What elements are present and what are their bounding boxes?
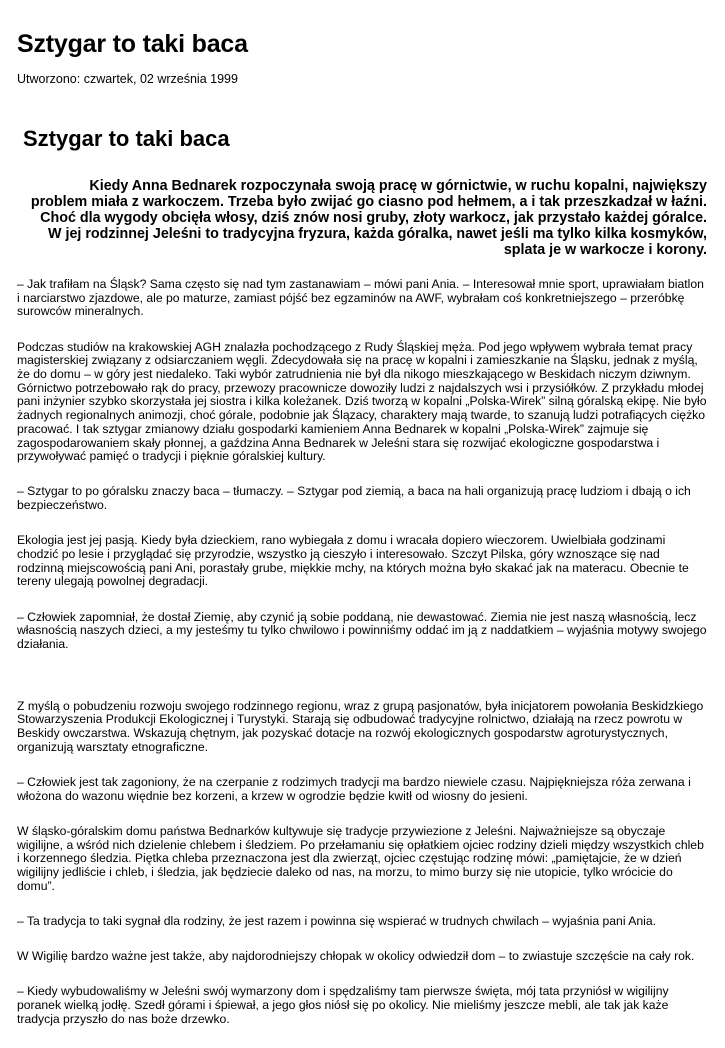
paragraph: Ekologia jest jej pasją. Kiedy była dzieckiem, rano wybiegała z domu i wracała dopiero wieczorem. Uwielbiała godzinami chodzić po lesie i przyglądać się przyrodzie, wszystko ją cieszyło i interesowało. Szczyt Pilska, góry wznoszące się nad rodzinną miejscowością pani Ani, porastały grube, miękkie mchy, na których można było skakać jak na materacu. Obecnie te tereny ulegają powolnej degradacji. <box>17 533 689 589</box>
created-date: Utworzono: czwartek, 02 września 1999 <box>17 72 238 86</box>
article-lead: Kiedy Anna Bednarek rozpoczynała swoją pracę w górnictwie, w ruchu kopalni, największy problem miała z warkoczem. Trzeba było zwijać go ciasno pod hełmem, a i tak przeszkadzał w łaźni. Choć dla wygody obcięła włosy, dziś znów nosi gruby, złoty warkocz, jak przystało każdej góralce. W jej rodzinnej Jeleśni to tradycyjna fryzura, każda góralka, nawet jeśli ma tylko kilka kosmyków, splata je w warkocze i korony. <box>30 178 707 259</box>
paragraph: Z myślą o pobudzeniu rozwoju swojego rodzinnego regionu, wraz z grupą pasjonatów, była inicjatorem powołania Beskidzkiego Stowarzyszenia Produkcji Ekologicznej i Turystyki. Starają się odbudować tradycyjne rolnictwo, działają na rzecz powrotu w Beskidy owczarstwa. Wskazują chętnym, jak pozyskać dotacje na rozwój ekologicznych gospodarstw agroturystycznych, organizują warsztaty etnograficzne. <box>17 698 704 754</box>
paragraph: – Ta tradycja to taki sygnał dla rodziny, że jest razem i powinna się wspierać w trudnych chwilach – wyjaśnia pani Ania. <box>17 914 657 928</box>
paragraph: W śląsko-góralskim domu państwa Bednarków kultywuje się tradycje przywiezione z Jeleśni. Najważniejsze są obyczaje wigilijne, a wśród nich dzielenie chlebem i śledziem. Po przełamaniu się opłatkiem ojciec rodziny dzieli między wszystkich chleb i korzennego śledzia. Piętka chleba przeznaczona jest dla zwierząt, ojciec częstując rodzinę mówi: „pamiętajcie, że w dzień wigilijny jedliście i chleb, i śledzia, jak będziecie daleko od nas, na morzu, to mimo burzy się nie utopicie, tylko wrócicie do domu”. <box>17 823 704 893</box>
paragraph: Podczas studiów na krakowskiej AGH znalazła pochodzącego z Rudy Śląskiej męża. Pod jego wpływem wybrała temat pracy magisterskiej związany z odsiarczaniem węgli. Zdecydowała się na pracę w kopalni i zamieszkanie na Śląsku, jednak z myślą, że do domu – w góry jest niedaleko. Taki wybór zatrudnienia nie był dla nikogo mieszkającego w Beskidach niczym dziwnym. Górnictwo potrzebowało rąk do pracy, przewozy pracownicze dowoziły ludzi z najdalszych wsi i przysiółków. Z przykładu młodej pani inżynier szybko skorzystała jej siostra i kilka koleżanek. Dziś tworzą w kopalni „Polska-Wirek” silną góralską ekipę. Nie było żadnych regionalnych animozji, choć górale, podobnie jak Ślązacy, charaktery mają twarde, to szanują ludzi potrafiących ciężko pracować. I tak sztygar zmianowy działu gospodarki kamieniem Anna Bednarek w kopalni „Polska-Wirek” zajmuje się zagospodarowaniem skały płonnej, a gaździna Anna Bednarek w Jeleśni stara się rozwijać ekologiczne gospodarstwa i przywoływać pamięć o tradycji i pięknie góralskiej kultury. <box>17 339 707 464</box>
paragraph: W Wigilię bardzo ważne jest także, aby najdorodniejszy chłopak w okolicy odwiedził dom – to zwiastuje szczęście na cały rok. <box>17 949 695 964</box>
paragraph: – Człowiek zapomniał, że dostał Ziemię, aby czynić ją sobie poddaną, nie dewastować. Ziemia nie jest naszą własnością, lecz własnością naszych dzieci, a my jesteśmy tu tylko chwilowo i powinniśmy oddać im ją z naddatkiem – wyjaśnia motywy swojego działania. <box>17 609 707 652</box>
paragraph: – Sztygar to po góralsku znaczy baca – tłumaczy. – Sztygar pod ziemią, a baca na hali organizują pracę ludziom i dbają o ich bezpieczeństwo. <box>17 484 691 513</box>
paragraph: – Człowiek jest tak zagoniony, że na czerpanie z rodzimych tradycji ma bardzo niewiele czasu. Najpiękniejsza róża zerwana i włożona do wazonu więdnie bez korzeni, a krzew w ogrodzie będzie kwitł od wiosny do jesieni. <box>17 775 691 803</box>
paragraph: – Kiedy wybudowaliśmy w Jeleśni swój wymarzony dom i spędzaliśmy tam pierwsze święta, mój tata przyniósł w wigilijny poranek wielką jodłę. Szedł górami i śpiewał, a jego głos niósł się po okolicy. Nie mieliśmy jeszcze mebli, ale tak jak każe tradycja przyszło do nas boże drzewko. <box>17 984 669 1026</box>
article-body <box>17 278 709 1048</box>
page-title: Sztygar to taki baca <box>17 30 248 58</box>
article-title: Sztygar to taki baca <box>23 126 230 151</box>
paragraph: – Jak trafiłam na Śląsk? Sama często się nad tym zastanawiam – mówi pani Ania. – Interesował mnie sport, uprawiałam biatlon i narciarstwo zjazdowe, ale po maturze, zamiast pójść bez egzaminów na AWF, wybrałam coś konkretniejszego – przeróbkę surowców mineralnych. <box>17 277 704 319</box>
